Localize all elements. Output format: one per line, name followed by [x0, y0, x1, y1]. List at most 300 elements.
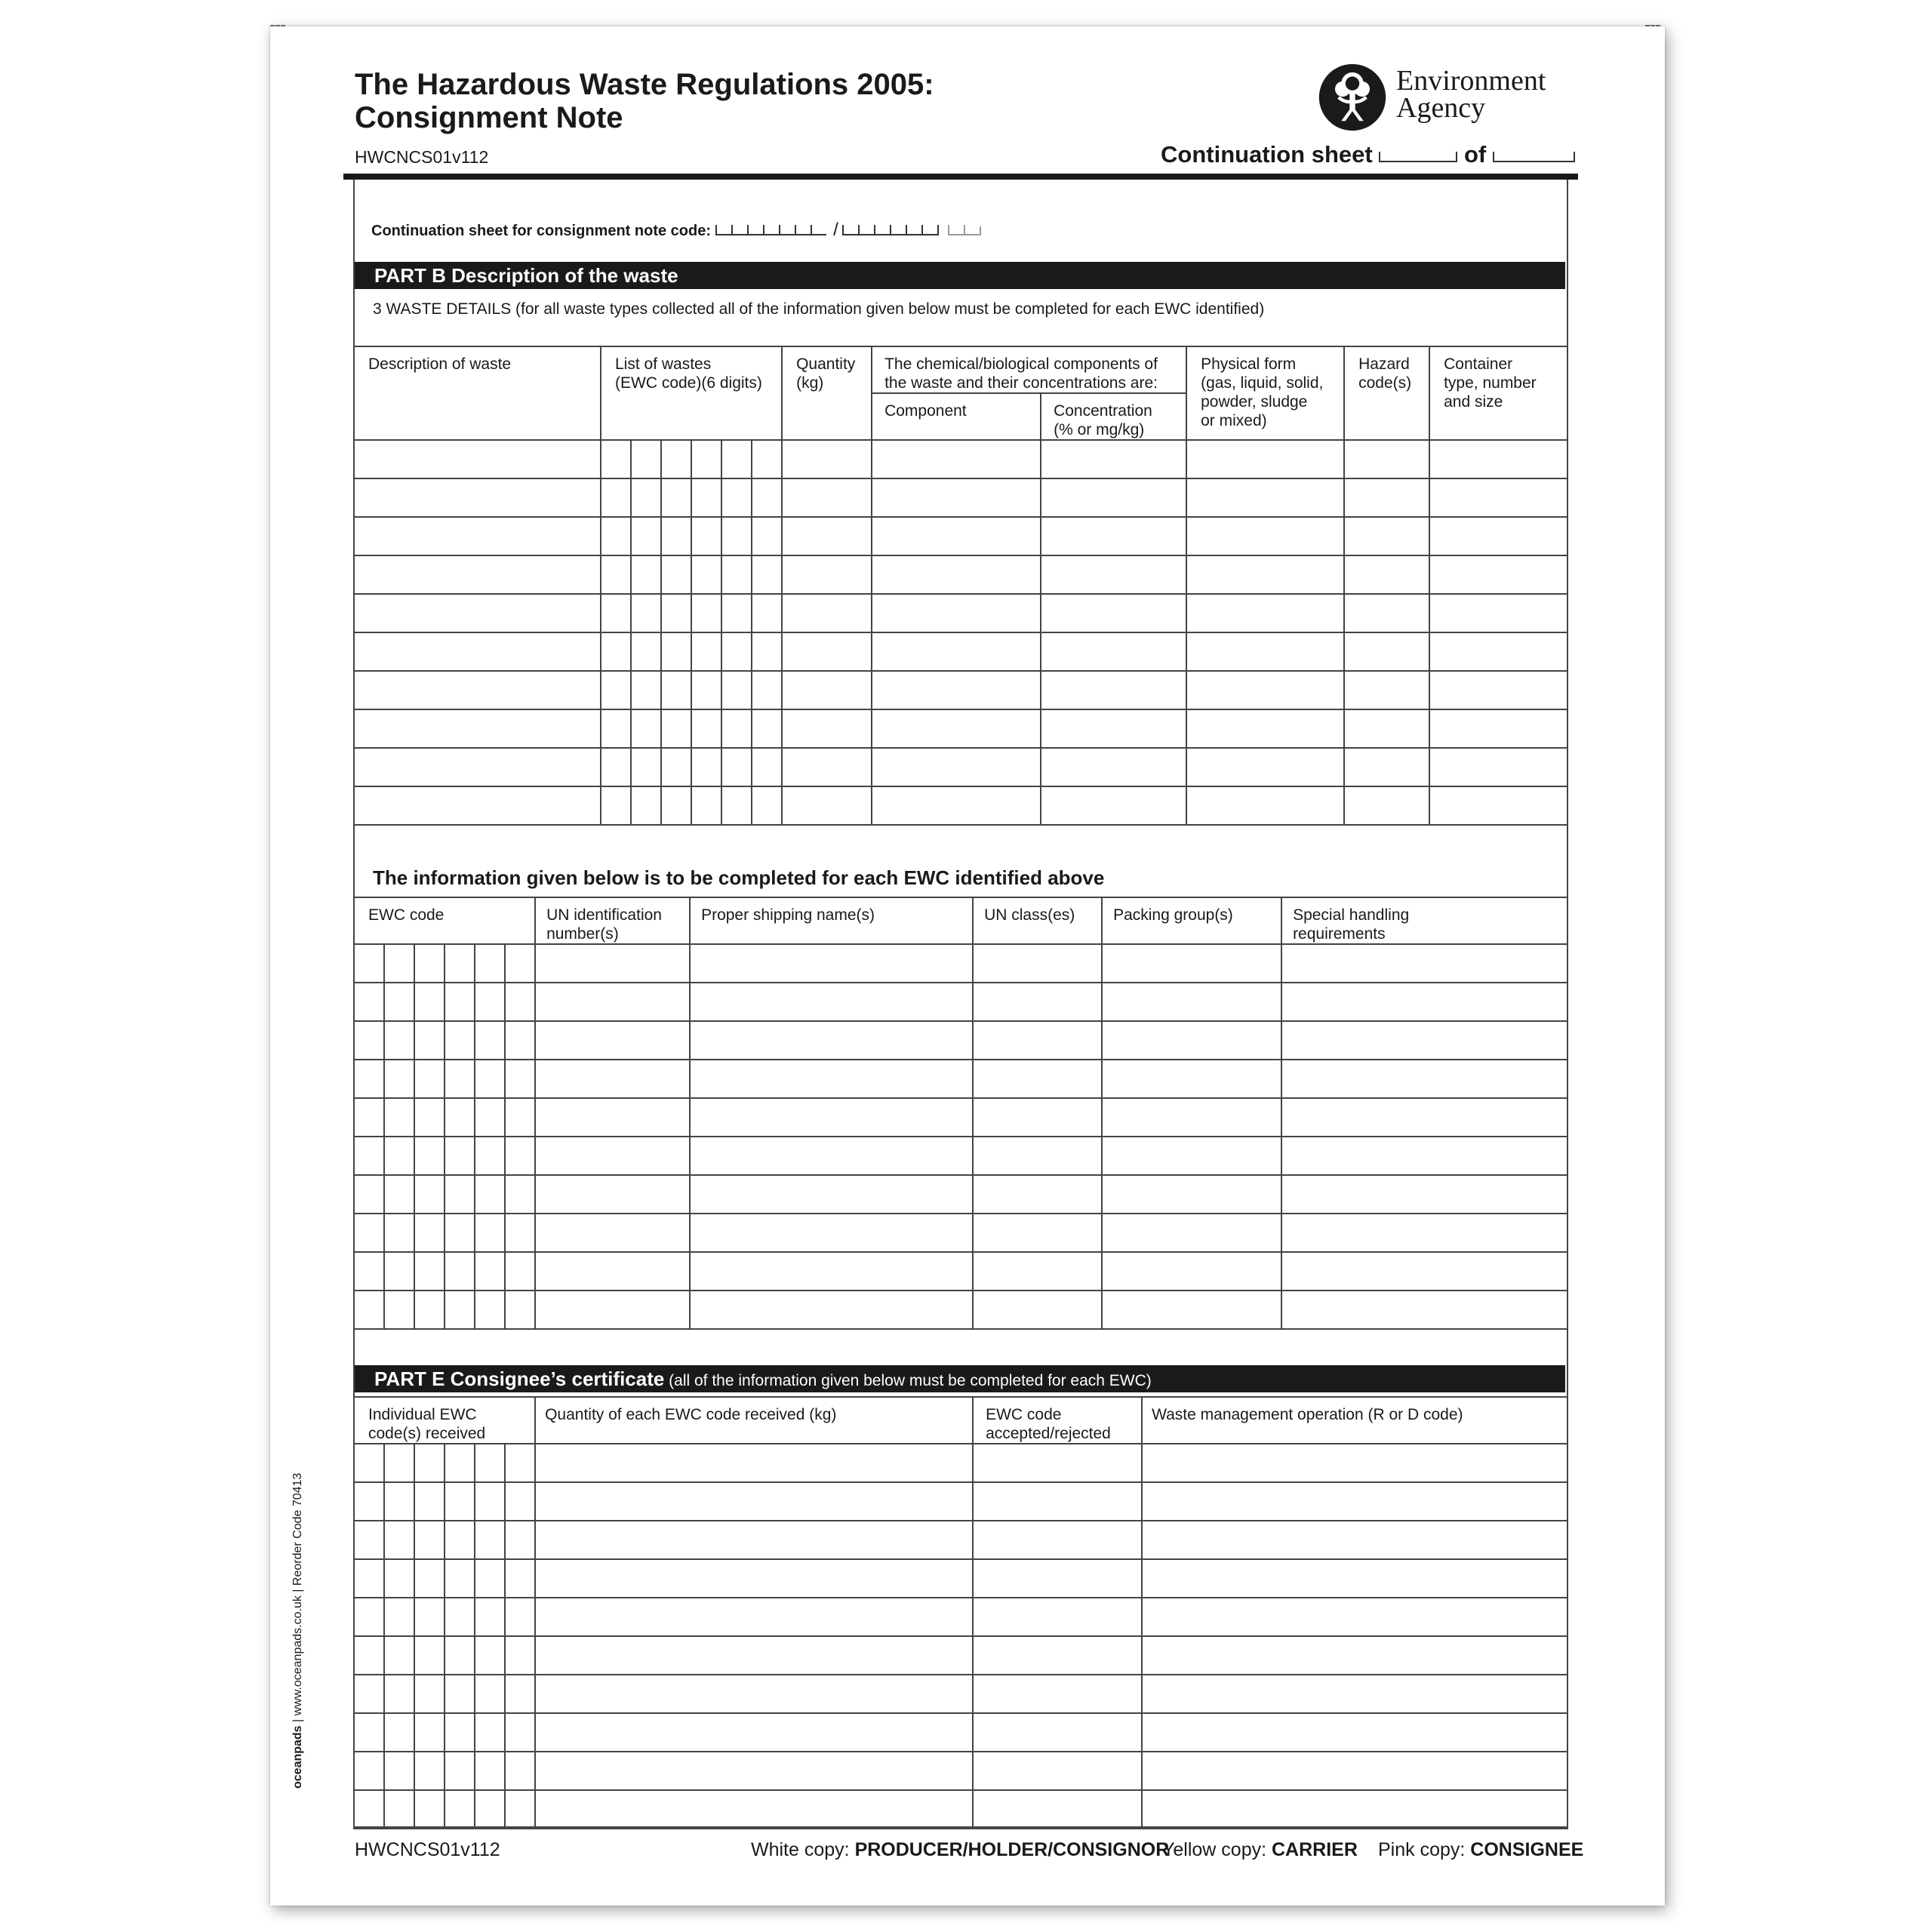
form-cell[interactable] — [384, 1482, 414, 1521]
form-cell[interactable] — [690, 944, 973, 983]
form-cell[interactable] — [973, 1291, 1102, 1329]
form-cell[interactable] — [535, 1598, 973, 1636]
form-cell[interactable] — [631, 594, 661, 632]
form-cell[interactable] — [1102, 983, 1281, 1021]
form-cell[interactable] — [445, 1559, 475, 1598]
form-cell[interactable] — [535, 1252, 690, 1291]
form-cell[interactable] — [1041, 786, 1186, 825]
form-cell[interactable] — [475, 1713, 505, 1752]
form-cell[interactable] — [475, 1444, 505, 1482]
form-cell[interactable] — [1344, 440, 1429, 478]
form-cell[interactable] — [1344, 594, 1429, 632]
form-cell[interactable] — [1281, 1214, 1567, 1252]
form-cell[interactable] — [691, 709, 721, 748]
form-cell[interactable] — [1186, 517, 1344, 555]
form-cell[interactable] — [690, 1214, 973, 1252]
form-cell[interactable] — [445, 1252, 475, 1291]
form-cell[interactable] — [384, 1521, 414, 1559]
form-cell[interactable] — [661, 671, 691, 709]
form-cell[interactable] — [505, 1559, 535, 1598]
form-cell[interactable] — [505, 1021, 535, 1060]
form-cell[interactable] — [752, 478, 782, 517]
form-cell[interactable] — [631, 786, 661, 825]
form-cell[interactable] — [445, 1214, 475, 1252]
form-cell[interactable] — [973, 1060, 1102, 1098]
form-cell[interactable] — [414, 1752, 445, 1790]
form-cell[interactable] — [535, 1675, 973, 1713]
form-cell[interactable] — [354, 517, 601, 555]
form-cell[interactable] — [354, 1521, 384, 1559]
form-cell[interactable] — [475, 983, 505, 1021]
form-cell[interactable] — [1429, 671, 1567, 709]
form-cell[interactable] — [1142, 1521, 1567, 1559]
form-cell[interactable] — [505, 1752, 535, 1790]
form-cell[interactable] — [1429, 709, 1567, 748]
form-cell[interactable] — [535, 1214, 690, 1252]
form-cell[interactable] — [445, 983, 475, 1021]
form-cell[interactable] — [354, 478, 601, 517]
form-cell[interactable] — [1041, 478, 1186, 517]
form-cell[interactable] — [535, 1137, 690, 1175]
form-cell[interactable] — [354, 1175, 384, 1214]
form-cell[interactable] — [1429, 748, 1567, 786]
form-cell[interactable] — [601, 671, 631, 709]
form-cell[interactable] — [354, 1675, 384, 1713]
form-cell[interactable] — [782, 671, 872, 709]
form-cell[interactable] — [414, 1214, 445, 1252]
form-cell[interactable] — [445, 1752, 475, 1790]
form-cell[interactable] — [384, 1137, 414, 1175]
form-cell[interactable] — [973, 1021, 1102, 1060]
form-cell[interactable] — [475, 1060, 505, 1098]
form-cell[interactable] — [1142, 1444, 1567, 1482]
form-cell[interactable] — [1281, 1175, 1567, 1214]
form-cell[interactable] — [414, 1598, 445, 1636]
form-cell[interactable] — [631, 555, 661, 594]
form-cell[interactable] — [1429, 555, 1567, 594]
form-cell[interactable] — [691, 671, 721, 709]
form-cell[interactable] — [721, 748, 752, 786]
form-cell[interactable] — [973, 1137, 1102, 1175]
form-cell[interactable] — [690, 1175, 973, 1214]
form-cell[interactable] — [354, 1214, 384, 1252]
form-cell[interactable] — [973, 1559, 1142, 1598]
form-cell[interactable] — [475, 1752, 505, 1790]
form-cell[interactable] — [414, 1559, 445, 1598]
form-cell[interactable] — [872, 517, 1041, 555]
form-cell[interactable] — [631, 748, 661, 786]
form-cell[interactable] — [631, 478, 661, 517]
form-cell[interactable] — [601, 440, 631, 478]
form-cell[interactable] — [354, 671, 601, 709]
form-cell[interactable] — [475, 1021, 505, 1060]
form-cell[interactable] — [445, 1060, 475, 1098]
form-cell[interactable] — [721, 594, 752, 632]
form-cell[interactable] — [1344, 632, 1429, 671]
form-cell[interactable] — [505, 944, 535, 983]
form-cell[interactable] — [973, 1175, 1102, 1214]
form-cell[interactable] — [782, 440, 872, 478]
form-cell[interactable] — [1142, 1559, 1567, 1598]
form-cell[interactable] — [1344, 671, 1429, 709]
form-cell[interactable] — [721, 632, 752, 671]
form-cell[interactable] — [505, 1598, 535, 1636]
consignment-code-boxes[interactable] — [715, 223, 834, 239]
form-cell[interactable] — [354, 1291, 384, 1329]
form-cell[interactable] — [445, 1675, 475, 1713]
form-cell[interactable] — [661, 786, 691, 825]
form-cell[interactable] — [1041, 748, 1186, 786]
form-cell[interactable] — [1102, 1060, 1281, 1098]
form-cell[interactable] — [414, 1636, 445, 1675]
form-cell[interactable] — [782, 632, 872, 671]
form-cell[interactable] — [1281, 1137, 1567, 1175]
form-cell[interactable] — [1186, 748, 1344, 786]
form-cell[interactable] — [1344, 786, 1429, 825]
form-cell[interactable] — [354, 1598, 384, 1636]
form-cell[interactable] — [384, 1636, 414, 1675]
form-cell[interactable] — [535, 944, 690, 983]
form-cell[interactable] — [1041, 632, 1186, 671]
form-cell[interactable] — [1429, 632, 1567, 671]
form-cell[interactable] — [691, 632, 721, 671]
sheet-number-field[interactable] — [1379, 152, 1457, 162]
form-cell[interactable] — [690, 1252, 973, 1291]
form-cell[interactable] — [1142, 1790, 1567, 1829]
form-cell[interactable] — [752, 748, 782, 786]
form-cell[interactable] — [752, 517, 782, 555]
form-cell[interactable] — [354, 1713, 384, 1752]
form-cell[interactable] — [690, 1291, 973, 1329]
form-cell[interactable] — [601, 632, 631, 671]
form-cell[interactable] — [872, 748, 1041, 786]
form-cell[interactable] — [1186, 555, 1344, 594]
form-cell[interactable] — [384, 1252, 414, 1291]
form-cell[interactable] — [535, 1175, 690, 1214]
form-cell[interactable] — [1041, 671, 1186, 709]
form-cell[interactable] — [1281, 1291, 1567, 1329]
form-cell[interactable] — [1041, 517, 1186, 555]
form-cell[interactable] — [752, 671, 782, 709]
form-cell[interactable] — [414, 1175, 445, 1214]
form-cell[interactable] — [872, 671, 1041, 709]
form-cell[interactable] — [973, 944, 1102, 983]
form-cell[interactable] — [384, 983, 414, 1021]
form-cell[interactable] — [973, 1252, 1102, 1291]
form-cell[interactable] — [1281, 983, 1567, 1021]
form-cell[interactable] — [384, 1175, 414, 1214]
form-cell[interactable] — [601, 555, 631, 594]
form-cell[interactable] — [414, 944, 445, 983]
form-cell[interactable] — [691, 786, 721, 825]
form-cell[interactable] — [414, 1291, 445, 1329]
form-cell[interactable] — [475, 1675, 505, 1713]
form-cell[interactable] — [1041, 555, 1186, 594]
form-cell[interactable] — [384, 1713, 414, 1752]
form-cell[interactable] — [690, 1098, 973, 1137]
form-cell[interactable] — [475, 1214, 505, 1252]
form-cell[interactable] — [1186, 786, 1344, 825]
form-cell[interactable] — [475, 1482, 505, 1521]
form-cell[interactable] — [414, 1444, 445, 1482]
form-cell[interactable] — [475, 944, 505, 983]
form-cell[interactable] — [1142, 1752, 1567, 1790]
form-cell[interactable] — [505, 1482, 535, 1521]
form-cell[interactable] — [445, 944, 475, 983]
form-cell[interactable] — [384, 1291, 414, 1329]
form-cell[interactable] — [872, 478, 1041, 517]
form-cell[interactable] — [721, 478, 752, 517]
form-cell[interactable] — [505, 1713, 535, 1752]
form-cell[interactable] — [1429, 440, 1567, 478]
form-cell[interactable] — [445, 1175, 475, 1214]
form-cell[interactable] — [414, 1521, 445, 1559]
form-cell[interactable] — [973, 1098, 1102, 1137]
form-cell[interactable] — [631, 632, 661, 671]
form-cell[interactable] — [505, 1175, 535, 1214]
form-cell[interactable] — [505, 1214, 535, 1252]
form-cell[interactable] — [354, 1790, 384, 1829]
form-cell[interactable] — [973, 1636, 1142, 1675]
form-cell[interactable] — [505, 1291, 535, 1329]
form-cell[interactable] — [782, 555, 872, 594]
form-cell[interactable] — [1142, 1636, 1567, 1675]
form-cell[interactable] — [1281, 1098, 1567, 1137]
form-cell[interactable] — [601, 594, 631, 632]
form-cell[interactable] — [1186, 632, 1344, 671]
form-cell[interactable] — [445, 1444, 475, 1482]
form-cell[interactable] — [535, 1021, 690, 1060]
form-cell[interactable] — [445, 1291, 475, 1329]
form-cell[interactable] — [1102, 944, 1281, 983]
form-cell[interactable] — [445, 1521, 475, 1559]
form-cell[interactable] — [535, 1559, 973, 1598]
form-cell[interactable] — [505, 1636, 535, 1675]
form-cell[interactable] — [414, 1675, 445, 1713]
form-cell[interactable] — [354, 1137, 384, 1175]
form-cell[interactable] — [872, 632, 1041, 671]
form-cell[interactable] — [1142, 1713, 1567, 1752]
form-cell[interactable] — [661, 748, 691, 786]
form-cell[interactable] — [535, 1098, 690, 1137]
form-cell[interactable] — [661, 594, 691, 632]
form-cell[interactable] — [414, 1790, 445, 1829]
form-cell[interactable] — [354, 1559, 384, 1598]
form-cell[interactable] — [354, 748, 601, 786]
form-cell[interactable] — [535, 1636, 973, 1675]
form-cell[interactable] — [661, 478, 691, 517]
form-cell[interactable] — [535, 1713, 973, 1752]
form-cell[interactable] — [752, 709, 782, 748]
form-cell[interactable] — [475, 1098, 505, 1137]
form-cell[interactable] — [384, 1675, 414, 1713]
form-cell[interactable] — [445, 1482, 475, 1521]
form-cell[interactable] — [414, 1098, 445, 1137]
form-cell[interactable] — [631, 709, 661, 748]
form-cell[interactable] — [601, 478, 631, 517]
form-cell[interactable] — [1429, 786, 1567, 825]
form-cell[interactable] — [782, 748, 872, 786]
form-cell[interactable] — [535, 1060, 690, 1098]
form-cell[interactable] — [973, 983, 1102, 1021]
form-cell[interactable] — [782, 594, 872, 632]
form-cell[interactable] — [1429, 517, 1567, 555]
form-cell[interactable] — [384, 1559, 414, 1598]
form-cell[interactable] — [1102, 1021, 1281, 1060]
form-cell[interactable] — [690, 983, 973, 1021]
form-cell[interactable] — [1344, 748, 1429, 786]
form-cell[interactable] — [1186, 478, 1344, 517]
form-cell[interactable] — [1041, 440, 1186, 478]
form-cell[interactable] — [721, 517, 752, 555]
form-cell[interactable] — [384, 1444, 414, 1482]
form-cell[interactable] — [1041, 709, 1186, 748]
form-cell[interactable] — [1281, 944, 1567, 983]
form-cell[interactable] — [354, 594, 601, 632]
form-cell[interactable] — [782, 517, 872, 555]
form-cell[interactable] — [414, 1137, 445, 1175]
form-cell[interactable] — [445, 1137, 475, 1175]
form-cell[interactable] — [631, 517, 661, 555]
form-cell[interactable] — [445, 1098, 475, 1137]
form-cell[interactable] — [475, 1790, 505, 1829]
form-cell[interactable] — [475, 1175, 505, 1214]
form-cell[interactable] — [414, 1060, 445, 1098]
form-cell[interactable] — [872, 440, 1041, 478]
form-cell[interactable] — [1142, 1598, 1567, 1636]
form-cell[interactable] — [1102, 1137, 1281, 1175]
form-cell[interactable] — [661, 440, 691, 478]
form-cell[interactable] — [782, 709, 872, 748]
form-cell[interactable] — [782, 478, 872, 517]
form-cell[interactable] — [1186, 709, 1344, 748]
form-cell[interactable] — [354, 1098, 384, 1137]
form-cell[interactable] — [973, 1521, 1142, 1559]
form-cell[interactable] — [445, 1636, 475, 1675]
form-cell[interactable] — [384, 1598, 414, 1636]
form-cell[interactable] — [601, 709, 631, 748]
consignment-code-suffix-boxes[interactable] — [948, 223, 981, 239]
form-cell[interactable] — [384, 1752, 414, 1790]
form-cell[interactable] — [691, 517, 721, 555]
form-cell[interactable] — [721, 709, 752, 748]
form-cell[interactable] — [1102, 1175, 1281, 1214]
form-cell[interactable] — [1186, 594, 1344, 632]
form-cell[interactable] — [752, 555, 782, 594]
form-cell[interactable] — [445, 1713, 475, 1752]
form-cell[interactable] — [475, 1598, 505, 1636]
form-cell[interactable] — [782, 786, 872, 825]
form-cell[interactable] — [1344, 709, 1429, 748]
form-cell[interactable] — [505, 983, 535, 1021]
form-cell[interactable] — [691, 555, 721, 594]
form-cell[interactable] — [384, 944, 414, 983]
form-cell[interactable] — [973, 1790, 1142, 1829]
consignment-code-boxes-2[interactable] — [842, 223, 943, 239]
form-cell[interactable] — [475, 1291, 505, 1329]
form-cell[interactable] — [973, 1675, 1142, 1713]
form-cell[interactable] — [354, 1252, 384, 1291]
form-cell[interactable] — [475, 1636, 505, 1675]
form-cell[interactable] — [690, 1021, 973, 1060]
form-cell[interactable] — [414, 1252, 445, 1291]
form-cell[interactable] — [445, 1790, 475, 1829]
form-cell[interactable] — [973, 1214, 1102, 1252]
form-cell[interactable] — [475, 1521, 505, 1559]
form-cell[interactable] — [354, 709, 601, 748]
form-cell[interactable] — [690, 1137, 973, 1175]
form-cell[interactable] — [872, 594, 1041, 632]
form-cell[interactable] — [384, 1214, 414, 1252]
form-cell[interactable] — [414, 1021, 445, 1060]
form-cell[interactable] — [535, 1521, 973, 1559]
form-cell[interactable] — [475, 1252, 505, 1291]
form-cell[interactable] — [354, 944, 384, 983]
form-cell[interactable] — [445, 1021, 475, 1060]
form-cell[interactable] — [1429, 594, 1567, 632]
form-cell[interactable] — [505, 1060, 535, 1098]
form-cell[interactable] — [721, 440, 752, 478]
form-cell[interactable] — [721, 555, 752, 594]
form-cell[interactable] — [1344, 478, 1429, 517]
form-cell[interactable] — [354, 1444, 384, 1482]
form-cell[interactable] — [661, 517, 691, 555]
form-cell[interactable] — [535, 1752, 973, 1790]
form-cell[interactable] — [691, 748, 721, 786]
form-cell[interactable] — [445, 1598, 475, 1636]
form-cell[interactable] — [354, 1636, 384, 1675]
form-cell[interactable] — [601, 748, 631, 786]
form-cell[interactable] — [1186, 671, 1344, 709]
form-cell[interactable] — [384, 1790, 414, 1829]
form-cell[interactable] — [505, 1790, 535, 1829]
form-cell[interactable] — [1186, 440, 1344, 478]
form-cell[interactable] — [535, 1482, 973, 1521]
form-cell[interactable] — [973, 1444, 1142, 1482]
form-cell[interactable] — [475, 1137, 505, 1175]
form-cell[interactable] — [1281, 1252, 1567, 1291]
form-cell[interactable] — [384, 1060, 414, 1098]
form-cell[interactable] — [752, 632, 782, 671]
form-cell[interactable] — [872, 786, 1041, 825]
form-cell[interactable] — [354, 440, 601, 478]
form-cell[interactable] — [973, 1482, 1142, 1521]
form-cell[interactable] — [973, 1752, 1142, 1790]
form-cell[interactable] — [505, 1444, 535, 1482]
form-cell[interactable] — [505, 1137, 535, 1175]
form-cell[interactable] — [354, 632, 601, 671]
form-cell[interactable] — [661, 709, 691, 748]
form-cell[interactable] — [752, 594, 782, 632]
form-cell[interactable] — [1102, 1291, 1281, 1329]
form-cell[interactable] — [1344, 555, 1429, 594]
form-cell[interactable] — [661, 555, 691, 594]
form-cell[interactable] — [505, 1521, 535, 1559]
form-cell[interactable] — [535, 1790, 973, 1829]
form-cell[interactable] — [1281, 1060, 1567, 1098]
form-cell[interactable] — [505, 1098, 535, 1137]
form-cell[interactable] — [721, 671, 752, 709]
form-cell[interactable] — [973, 1713, 1142, 1752]
form-cell[interactable] — [661, 632, 691, 671]
form-cell[interactable] — [1281, 1021, 1567, 1060]
form-cell[interactable] — [872, 555, 1041, 594]
form-cell[interactable] — [414, 1482, 445, 1521]
form-cell[interactable] — [752, 786, 782, 825]
form-cell[interactable] — [601, 786, 631, 825]
form-cell[interactable] — [535, 983, 690, 1021]
form-cell[interactable] — [721, 786, 752, 825]
